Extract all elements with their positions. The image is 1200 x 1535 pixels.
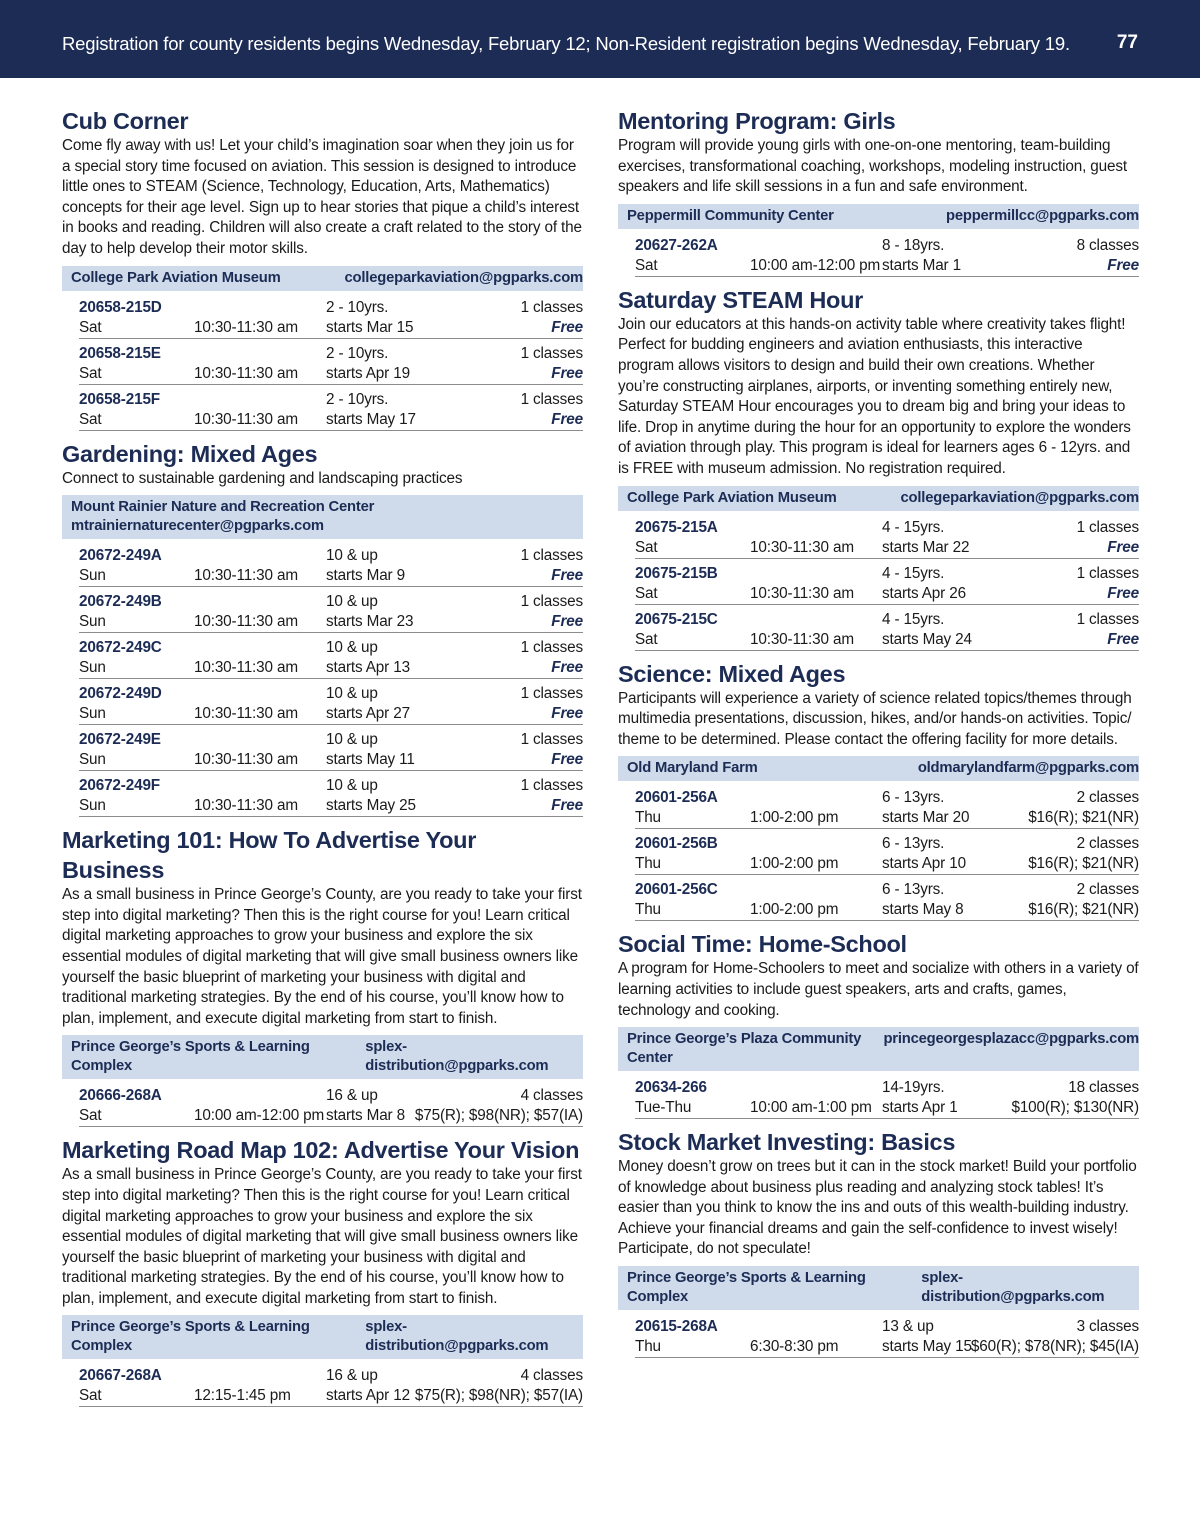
session-time: 10:30-11:30 am xyxy=(194,659,298,677)
start-date: starts May 8 xyxy=(882,901,964,919)
location-name: Old Maryland Farm xyxy=(627,760,758,777)
session-list xyxy=(635,1071,1139,1119)
program-title: Gardening: Mixed Ages xyxy=(62,440,318,467)
program-title: Stock Market Investing: Basics xyxy=(618,1129,956,1156)
session-row xyxy=(79,291,583,339)
session-time: 6:30-8:30 pm xyxy=(750,1338,839,1356)
program-description: A program for Home-Schoolers to meet and socialize with others in a variety of learning activities to include guest speakers, arts and crafts, games, technology and cooking. xyxy=(618,960,1139,1019)
start-date: starts Mar 22 xyxy=(882,538,970,556)
left-column xyxy=(62,106,583,1415)
start-date: starts Mar 23 xyxy=(326,613,414,631)
session-day: Sun xyxy=(79,567,106,585)
session-row xyxy=(635,875,1139,921)
session-row xyxy=(635,229,1139,277)
session-day: Sun xyxy=(79,613,106,631)
course-code: 20672-249F xyxy=(79,777,160,795)
class-count: 1 classes xyxy=(520,685,583,703)
location-email: collegeparkaviation@pgparks.com xyxy=(344,269,583,286)
age-range: 10 & up xyxy=(326,593,378,611)
program-description: Connect to sustainable gardening and landscaping practices xyxy=(62,469,463,487)
program-description: Join our educators at this hands-on activity table where creativity takes flight! Perfect for budding engineers and aviation enthusiasts, this interactive program allows visitors to design and build their own creations. Whether you’re constructing airplanes, airports, or inventing something entirely new, Saturday STEAM Hour encourages you to dream big and bring your ideas to life. Drop in anytime during the hour for an opportunity to explore the wonders of aviation through play. This program is ideal for learners ages 6 - 12yrs. and is FREE with museum admission. No registration required. xyxy=(618,315,1131,477)
program-description: As a small business in Prince George’s County, are you ready to take your first step into digital marketing? Then this is the right course for you! Learn critical digital marketing approaches to grow your business and explore the six essential modules of digital marketing that will give small business owners like yourself the basic blueprint of marketing your business with digital and traditional marketing strategies. By the end of his course, you’ll know how to plan, implement, and execute digital marketing from start to finish. xyxy=(62,886,582,1027)
start-date: starts Apr 10 xyxy=(882,855,966,873)
session-time: 10:30-11:30 am xyxy=(194,364,298,382)
program-title: Marketing 101: How To Advertise Your Business xyxy=(62,827,477,884)
location-bar xyxy=(62,1035,583,1079)
session-fee: Free xyxy=(551,659,583,677)
session-day: Sat xyxy=(635,538,658,556)
session-list xyxy=(79,291,583,431)
session-fee: $100(R); $130(NR) xyxy=(1011,1099,1139,1117)
location-email: oldmarylandfarm@pgparks.com xyxy=(917,760,1139,777)
location-bar xyxy=(618,1266,1139,1310)
start-date: starts May 15 xyxy=(882,1338,972,1356)
session-time: 10:30-11:30 am xyxy=(194,567,298,585)
start-date: starts Mar 9 xyxy=(326,567,405,585)
start-date: starts Apr 13 xyxy=(326,659,410,677)
session-fee: Free xyxy=(551,567,583,585)
course-code: 20672-249A xyxy=(79,547,162,565)
session-row xyxy=(79,385,583,431)
session-fee: Free xyxy=(551,797,583,815)
program-description: As a small business in Prince George’s County, are you ready to take your first step into digital marketing? Then this is the right course for you! Learn critical digital marketing approaches to grow your business and explore the six essential modules of digital marketing that will give small business owners like yourself the basic blueprint of marketing your business with digital and traditional marketing strategies. By the end of his course, you’ll know how to plan, implement, and execute digital marketing from start to finish. xyxy=(62,1166,582,1307)
program-science-mixed-ages xyxy=(618,659,1139,922)
location-email: splex-distribution@pgparks.com xyxy=(921,1270,1105,1306)
session-row xyxy=(79,771,583,817)
page-header xyxy=(0,0,1200,78)
location-bar xyxy=(62,266,583,291)
class-count: 18 classes xyxy=(1068,1079,1139,1097)
session-day: Sat xyxy=(79,410,102,428)
program-mentoring-program-girls xyxy=(618,106,1139,277)
location-name: College Park Aviation Museum xyxy=(71,269,281,286)
page-number: 77 xyxy=(1116,32,1138,53)
session-time: 10:30-11:30 am xyxy=(750,584,854,602)
age-range: 6 - 13yrs. xyxy=(882,881,945,899)
program-saturday-steam-hour xyxy=(618,285,1139,651)
program-gardening-mixed-ages xyxy=(62,439,583,818)
class-count: 1 classes xyxy=(520,298,583,316)
class-count: 3 classes xyxy=(1076,1318,1139,1336)
session-day: Tue-Thu xyxy=(635,1099,692,1117)
course-code: 20658-215F xyxy=(79,390,160,408)
course-code: 20601-256C xyxy=(635,881,718,899)
location-name: Prince George’s Plaza Community Center xyxy=(627,1031,862,1067)
start-date: starts Mar 15 xyxy=(326,318,414,336)
class-count: 4 classes xyxy=(520,1367,583,1385)
session-fee: Free xyxy=(1107,256,1139,274)
program-stock-market-investing-basics xyxy=(618,1127,1139,1358)
right-column xyxy=(618,106,1139,1366)
program-description: Come fly away with us! Let your child’s imagination soar when they join us for a special story time focused on aviation. This session is designed to introduce little ones to STEAM (Science, Technology, Education, Arts, Mathematics) concepts for their age level. Sign up to hear stories that pique a child’s interest in books and reading. Children will also create a craft related to the story of the day to help develop their motor skills. xyxy=(62,137,582,257)
session-row xyxy=(79,1079,583,1127)
class-count: 2 classes xyxy=(1076,789,1139,807)
class-count: 2 classes xyxy=(1076,835,1139,853)
session-list xyxy=(79,1079,583,1127)
session-list xyxy=(79,1359,583,1407)
session-fee: Free xyxy=(551,751,583,769)
class-count: 4 classes xyxy=(520,1087,583,1105)
course-code: 20675-215C xyxy=(635,610,718,628)
session-fee: Free xyxy=(1107,630,1139,648)
age-range: 14-19yrs. xyxy=(882,1079,945,1097)
session-row xyxy=(635,1071,1139,1119)
age-range: 6 - 13yrs. xyxy=(882,835,945,853)
start-date: starts Apr 1 xyxy=(882,1099,958,1117)
program-description: Program will provide young girls with one-on-one mentoring, team-building exercises, transformational coaching, workshops, modeling instruction, guest speakers and life skill sessions in a fun and safe environment. xyxy=(618,137,1127,196)
program-title: Saturday STEAM Hour xyxy=(618,286,863,313)
session-day: Sun xyxy=(79,705,106,723)
session-list xyxy=(635,781,1139,921)
course-code: 20672-249D xyxy=(79,685,162,703)
class-count: 1 classes xyxy=(1076,564,1139,582)
location-email: peppermillcc@pgparks.com xyxy=(945,207,1139,224)
age-range: 10 & up xyxy=(326,685,378,703)
session-fee: $75(R); $98(NR); $57(IA) xyxy=(414,1107,583,1125)
session-day: Thu xyxy=(635,855,661,873)
course-code: 20672-249E xyxy=(79,731,161,749)
age-range: 16 & up xyxy=(326,1087,378,1105)
class-count: 1 classes xyxy=(520,639,583,657)
course-code: 20601-256A xyxy=(635,789,718,807)
registration-notice: Registration for county residents begins Wednesday, February 12; Non-Resident registration begins Wednesday, February 19. xyxy=(62,33,1070,54)
session-day: Sat xyxy=(79,1107,102,1125)
program-title: Social Time: Home-School xyxy=(618,931,907,958)
session-row xyxy=(635,829,1139,875)
session-day: Thu xyxy=(635,901,661,919)
session-time: 1:00-2:00 pm xyxy=(750,809,839,827)
location-bar xyxy=(618,204,1139,229)
session-time: 10:30-11:30 am xyxy=(194,797,298,815)
course-code: 20675-215B xyxy=(635,564,718,582)
location-bar xyxy=(62,1315,583,1359)
age-range: 16 & up xyxy=(326,1367,378,1385)
session-day: Sat xyxy=(79,1387,102,1405)
start-date: starts Mar 1 xyxy=(882,256,961,274)
session-time: 10:00 am-1:00 pm xyxy=(750,1099,872,1117)
session-fee: Free xyxy=(1107,538,1139,556)
age-range: 10 & up xyxy=(326,547,378,565)
location-name: Prince George’s Sports & Learning Complex xyxy=(71,1319,310,1355)
session-day: Sat xyxy=(635,256,658,274)
session-list xyxy=(79,539,583,817)
session-row xyxy=(79,539,583,587)
program-marketing-101-how-to-advertise-your-business xyxy=(62,825,583,1127)
class-count: 1 classes xyxy=(520,731,583,749)
start-date: starts Apr 19 xyxy=(326,364,410,382)
session-day: Sat xyxy=(79,364,102,382)
location-email: splex-distribution@pgparks.com xyxy=(365,1039,549,1075)
course-code: 20672-249B xyxy=(79,593,162,611)
session-row xyxy=(635,1310,1139,1358)
start-date: starts Apr 27 xyxy=(326,705,410,723)
age-range: 8 - 18yrs. xyxy=(882,236,945,254)
session-day: Sun xyxy=(79,659,106,677)
session-row xyxy=(635,605,1139,651)
session-fee: Free xyxy=(551,410,583,428)
session-time: 10:00 am-12:00 pm xyxy=(194,1107,325,1125)
session-day: Sun xyxy=(79,797,106,815)
program-title: Science: Mixed Ages xyxy=(618,660,846,687)
class-count: 1 classes xyxy=(1076,610,1139,628)
age-range: 10 & up xyxy=(326,777,378,795)
location-email: collegeparkaviation@pgparks.com xyxy=(900,489,1139,506)
session-time: 10:00 am-12:00 pm xyxy=(750,256,881,274)
class-count: 1 classes xyxy=(520,344,583,362)
location-bar xyxy=(62,495,583,539)
start-date: starts May 11 xyxy=(326,751,415,769)
class-count: 1 classes xyxy=(520,390,583,408)
session-fee: $16(R); $21(NR) xyxy=(1028,809,1139,827)
start-date: starts May 24 xyxy=(882,630,972,648)
session-row xyxy=(79,679,583,725)
session-time: 10:30-11:30 am xyxy=(194,318,298,336)
class-count: 2 classes xyxy=(1076,881,1139,899)
session-fee: $75(R); $98(NR); $57(IA) xyxy=(414,1387,583,1405)
start-date: starts Apr 12 xyxy=(326,1387,410,1405)
age-range: 6 - 13yrs. xyxy=(882,789,945,807)
program-title: Cub Corner xyxy=(62,108,189,134)
age-range: 2 - 10yrs. xyxy=(326,298,389,316)
course-code: 20675-215A xyxy=(635,518,718,536)
program-cub-corner xyxy=(62,106,583,431)
session-row xyxy=(635,559,1139,605)
session-list xyxy=(635,511,1139,651)
age-range: 2 - 10yrs. xyxy=(326,390,389,408)
session-row xyxy=(79,339,583,385)
session-row xyxy=(79,725,583,771)
location-name: Prince George’s Sports & Learning Complex xyxy=(71,1039,310,1075)
session-fee: $60(R); $78(NR); $45(IA) xyxy=(970,1338,1139,1356)
course-code: 20667-268A xyxy=(79,1367,162,1385)
session-row xyxy=(635,781,1139,829)
session-fee: Free xyxy=(1107,584,1139,602)
location-name: College Park Aviation Museum xyxy=(627,489,837,506)
program-marketing-road-map-102-advertise-your-vision xyxy=(62,1135,583,1407)
age-range: 10 & up xyxy=(326,639,378,657)
program-description: Participants will experience a variety of science related topics/themes through multimedia presentations, discussion, hikes, and/or hands-on activities. Topic/ theme to be determined. Please contact the offering facility for more details. xyxy=(618,689,1132,748)
session-day: Sat xyxy=(635,630,658,648)
session-time: 1:00-2:00 pm xyxy=(750,901,839,919)
start-date: starts May 25 xyxy=(326,797,416,815)
program-title: Marketing Road Map 102: Advertise Your Vision xyxy=(62,1137,580,1164)
session-fee: $16(R); $21(NR) xyxy=(1028,855,1139,873)
course-code: 20658-215D xyxy=(79,298,162,316)
location-name: Mount Rainier Nature and Recreation Center xyxy=(71,499,375,516)
session-day: Sun xyxy=(79,751,106,769)
age-range: 4 - 15yrs. xyxy=(882,518,945,536)
location-bar xyxy=(618,1027,1139,1071)
start-date: starts Mar 20 xyxy=(882,809,970,827)
session-time: 10:30-11:30 am xyxy=(750,538,854,556)
session-time: 10:30-11:30 am xyxy=(194,705,298,723)
location-email: splex-distribution@pgparks.com xyxy=(365,1319,549,1355)
session-row xyxy=(79,633,583,679)
session-day: Thu xyxy=(635,809,661,827)
age-range: 2 - 10yrs. xyxy=(326,344,389,362)
session-fee: Free xyxy=(551,364,583,382)
session-time: 1:00-2:00 pm xyxy=(750,855,839,873)
session-fee: Free xyxy=(551,705,583,723)
program-description: Money doesn’t grow on trees but it can in the stock market! Build your portfolio of knowledge about business plus reading and analyzing stock tables! It’s easier than you think to know the ins and outs of this wealth-building industry. Achieve your financial dreams and gain the self-confidence to invest wisely! Participate, do not speculate! xyxy=(618,1158,1137,1258)
class-count: 1 classes xyxy=(520,547,583,565)
program-social-time-home-school xyxy=(618,929,1139,1119)
course-code: 20666-268A xyxy=(79,1087,162,1105)
session-time: 12:15-1:45 pm xyxy=(194,1387,291,1405)
program-title: Mentoring Program: Girls xyxy=(618,108,896,134)
start-date: starts May 17 xyxy=(326,410,416,428)
session-row xyxy=(79,1359,583,1407)
class-count: 8 classes xyxy=(1076,236,1139,254)
location-name: Peppermill Community Center xyxy=(627,207,834,224)
session-time: 10:30-11:30 am xyxy=(194,410,298,428)
course-code: 20627-262A xyxy=(635,236,718,254)
session-list xyxy=(635,1310,1139,1358)
session-fee: $16(R); $21(NR) xyxy=(1028,901,1139,919)
location-bar xyxy=(618,486,1139,511)
course-code: 20672-249C xyxy=(79,639,162,657)
course-code: 20615-268A xyxy=(635,1318,718,1336)
session-fee: Free xyxy=(551,318,583,336)
session-row xyxy=(79,587,583,633)
location-email: mtrainiernaturecenter@pgparks.com xyxy=(71,518,324,535)
course-code: 20658-215E xyxy=(79,344,161,362)
location-email: princegeorgesplazacc@pgparks.com xyxy=(883,1031,1139,1048)
age-range: 10 & up xyxy=(326,731,378,749)
location-name: Prince George’s Sports & Learning Complex xyxy=(627,1270,866,1306)
session-day: Thu xyxy=(635,1338,661,1356)
session-row xyxy=(635,511,1139,559)
course-code: 20601-256B xyxy=(635,835,718,853)
session-time: 10:30-11:30 am xyxy=(194,751,298,769)
class-count: 1 classes xyxy=(1076,518,1139,536)
session-time: 10:30-11:30 am xyxy=(194,613,298,631)
location-bar xyxy=(618,756,1139,781)
session-day: Sat xyxy=(79,318,102,336)
session-fee: Free xyxy=(551,613,583,631)
session-time: 10:30-11:30 am xyxy=(750,630,854,648)
start-date: starts Mar 8 xyxy=(326,1107,405,1125)
class-count: 1 classes xyxy=(520,593,583,611)
age-range: 4 - 15yrs. xyxy=(882,564,945,582)
session-day: Sat xyxy=(635,584,658,602)
start-date: starts Apr 26 xyxy=(882,584,966,602)
age-range: 13 & up xyxy=(882,1318,934,1336)
session-list xyxy=(635,229,1139,277)
class-count: 1 classes xyxy=(520,777,583,795)
course-code: 20634-266 xyxy=(635,1079,707,1097)
age-range: 4 - 15yrs. xyxy=(882,610,945,628)
